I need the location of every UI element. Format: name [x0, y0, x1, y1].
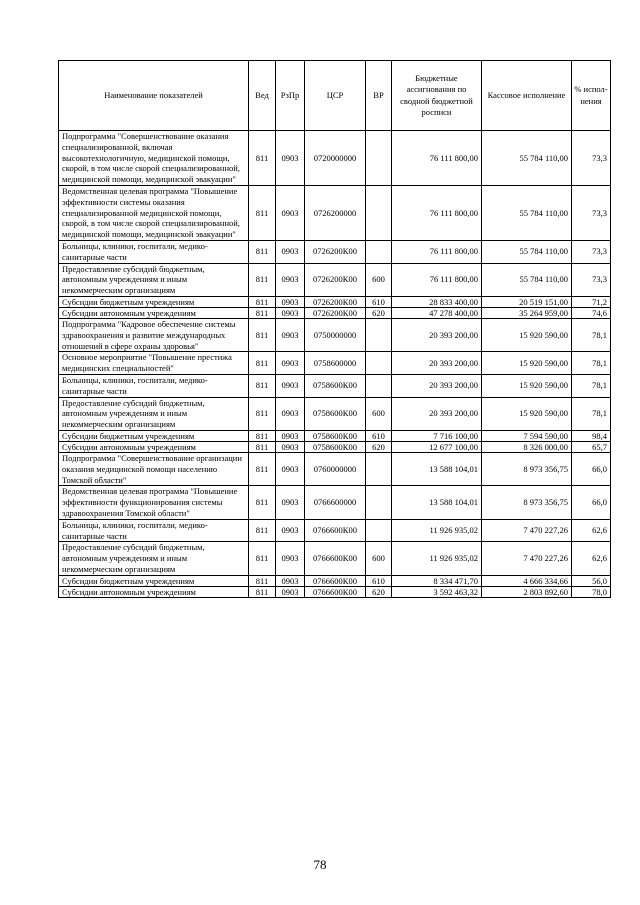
cell-csr: 0726200К00	[305, 263, 366, 296]
cell-csr: 0726200К00	[305, 296, 366, 307]
table-row	[59, 430, 611, 441]
cell-vr: 600	[366, 542, 392, 575]
cell-csr: 0766600К00	[305, 575, 366, 586]
cell-csr: 0758600000	[305, 352, 366, 375]
cell-ved: 811	[249, 263, 276, 296]
cell-vr: 610	[366, 296, 392, 307]
cell-rzpr: 0903	[276, 486, 305, 519]
cell-ved: 811	[249, 441, 276, 452]
cell-cash: 15 920 590,00	[482, 352, 572, 375]
header-ved: Вед	[249, 61, 276, 131]
cell-vr: 620	[366, 586, 392, 597]
cell-vr	[366, 519, 392, 542]
cell-rzpr: 0903	[276, 586, 305, 597]
cell-rzpr: 0903	[276, 352, 305, 375]
cell-ved: 811	[249, 374, 276, 397]
cell-budget: 20 393 200,00	[392, 374, 482, 397]
cell-budget: 20 393 200,00	[392, 397, 482, 430]
cell-vr	[366, 131, 392, 186]
cell-cash: 15 920 590,00	[482, 374, 572, 397]
cell-cash: 7 594 590,00	[482, 430, 572, 441]
cell-ved: 811	[249, 397, 276, 430]
cell-vr	[366, 185, 392, 240]
cell-csr: 0758600К00	[305, 397, 366, 430]
cell-pct: 78,1	[572, 397, 611, 430]
cell-ved: 811	[249, 296, 276, 307]
cell-vr	[366, 318, 392, 351]
cell-cash: 8 326 000,00	[482, 441, 572, 452]
cell-csr: 0726200К00	[305, 307, 366, 318]
cell-budget: 76 111 800,00	[392, 263, 482, 296]
cell-vr: 620	[366, 441, 392, 452]
table-row	[59, 374, 611, 397]
table-row	[59, 452, 611, 485]
cell-name: Больницы, клиники, госпитали, медико-санитарные части	[59, 240, 249, 263]
cell-vr: 600	[366, 397, 392, 430]
cell-budget: 8 334 471,70	[392, 575, 482, 586]
cell-vr	[366, 452, 392, 485]
cell-pct: 65,7	[572, 441, 611, 452]
cell-pct: 66,0	[572, 486, 611, 519]
cell-ved: 811	[249, 430, 276, 441]
cell-pct: 66,0	[572, 452, 611, 485]
cell-ved: 811	[249, 307, 276, 318]
budget-execution-table	[58, 60, 611, 598]
cell-pct: 78,1	[572, 352, 611, 375]
cell-ved: 811	[249, 131, 276, 186]
cell-name: Субсидии автономным учреждениям	[59, 441, 249, 452]
cell-name: Подпрограмма "Совершенствование оказания специализированной, включая высокотехнологичную, медицинской помощи, скорой, в том числе скорой специализированной, медицинской помощи, медицинской эвакуации"	[59, 131, 249, 186]
table-row	[59, 240, 611, 263]
cell-name: Субсидии бюджетным учреждениям	[59, 575, 249, 586]
cell-ved: 811	[249, 352, 276, 375]
cell-rzpr: 0903	[276, 430, 305, 441]
cell-ved: 811	[249, 185, 276, 240]
cell-pct: 98,4	[572, 430, 611, 441]
header-cash: Кассовое исполнение	[482, 61, 572, 131]
cell-name: Предоставление субсидий бюджетным, автономным учреждениям и иным некоммерческим организациям	[59, 542, 249, 575]
cell-budget: 11 926 935,02	[392, 542, 482, 575]
cell-name: Больницы, клиники, госпитали, медико-санитарные части	[59, 519, 249, 542]
cell-name: Субсидии бюджетным учреждениям	[59, 430, 249, 441]
cell-vr	[366, 352, 392, 375]
cell-rzpr: 0903	[276, 263, 305, 296]
cell-csr: 0758600К00	[305, 441, 366, 452]
cell-csr: 0720000000	[305, 131, 366, 186]
cell-budget: 20 393 200,00	[392, 352, 482, 375]
cell-ved: 811	[249, 519, 276, 542]
cell-pct: 73,3	[572, 240, 611, 263]
cell-pct: 62,6	[572, 519, 611, 542]
cell-rzpr: 0903	[276, 307, 305, 318]
cell-name: Субсидии автономным учреждениям	[59, 307, 249, 318]
cell-rzpr: 0903	[276, 318, 305, 351]
cell-cash: 20 519 151,00	[482, 296, 572, 307]
cell-rzpr: 0903	[276, 397, 305, 430]
table-row	[59, 542, 611, 575]
cell-name: Субсидии бюджетным учреждениям	[59, 296, 249, 307]
cell-csr: 0766600К00	[305, 542, 366, 575]
cell-ved: 811	[249, 452, 276, 485]
page-number: 78	[313, 857, 327, 872]
header-name: Наименование показателей	[59, 61, 249, 131]
cell-budget: 76 111 800,00	[392, 240, 482, 263]
table-body	[59, 131, 611, 598]
cell-ved: 811	[249, 240, 276, 263]
table-row	[59, 519, 611, 542]
cell-csr: 0726200000	[305, 185, 366, 240]
cell-ved: 811	[249, 575, 276, 586]
table-row	[59, 397, 611, 430]
cell-rzpr: 0903	[276, 519, 305, 542]
cell-cash: 55 784 110,00	[482, 185, 572, 240]
cell-ved: 811	[249, 542, 276, 575]
cell-cash: 15 920 590,00	[482, 397, 572, 430]
table-row	[59, 575, 611, 586]
cell-csr: 0750000000	[305, 318, 366, 351]
cell-pct: 78,1	[572, 374, 611, 397]
table-row	[59, 296, 611, 307]
cell-rzpr: 0903	[276, 374, 305, 397]
cell-budget: 47 278 400,00	[392, 307, 482, 318]
header-budget: Бюджетные ассигнования по сводной бюджетной росписи	[392, 61, 482, 131]
cell-ved: 811	[249, 318, 276, 351]
cell-rzpr: 0903	[276, 185, 305, 240]
table-header-row	[59, 61, 611, 131]
header-vr: ВР	[366, 61, 392, 131]
cell-csr: 0766600000	[305, 486, 366, 519]
table-row	[59, 131, 611, 186]
cell-csr: 0758600К00	[305, 430, 366, 441]
cell-cash: 55 784 110,00	[482, 131, 572, 186]
cell-rzpr: 0903	[276, 452, 305, 485]
cell-vr: 610	[366, 575, 392, 586]
table-row	[59, 307, 611, 318]
cell-pct: 73,3	[572, 185, 611, 240]
cell-cash: 7 470 227,26	[482, 519, 572, 542]
cell-budget: 28 833 400,00	[392, 296, 482, 307]
cell-pct: 56,0	[572, 575, 611, 586]
cell-budget: 76 111 800,00	[392, 185, 482, 240]
cell-budget: 3 592 463,32	[392, 586, 482, 597]
cell-name: Основное мероприятие "Повышение престижа медицинских специальностей"	[59, 352, 249, 375]
cell-rzpr: 0903	[276, 131, 305, 186]
cell-csr: 0758600К00	[305, 374, 366, 397]
cell-budget: 13 588 104,01	[392, 486, 482, 519]
cell-name: Предоставление субсидий бюджетным, автономным учреждениям и иным некоммерческим организациям	[59, 397, 249, 430]
cell-cash: 7 470 227,26	[482, 542, 572, 575]
cell-pct: 71,2	[572, 296, 611, 307]
cell-pct: 74,6	[572, 307, 611, 318]
cell-name: Подпрограмма "Кадровое обеспечение системы здравоохранения и развитие международных отношений в сфере охраны здоровья"	[59, 318, 249, 351]
cell-name: Предоставление субсидий бюджетным, автономным учреждениям и иным некоммерческим организациям	[59, 263, 249, 296]
cell-pct: 73,3	[572, 131, 611, 186]
cell-csr: 0766600К00	[305, 519, 366, 542]
cell-name: Больницы, клиники, госпитали, медико-санитарные части	[59, 374, 249, 397]
table-row	[59, 352, 611, 375]
cell-csr: 0760000000	[305, 452, 366, 485]
cell-pct: 62,6	[572, 542, 611, 575]
cell-budget: 12 677 100,00	[392, 441, 482, 452]
cell-csr: 0726200К00	[305, 240, 366, 263]
table-row	[59, 263, 611, 296]
cell-cash: 8 973 356,75	[482, 452, 572, 485]
cell-rzpr: 0903	[276, 575, 305, 586]
cell-cash: 35 264 959,00	[482, 307, 572, 318]
cell-name: Субсидии автономным учреждениям	[59, 586, 249, 597]
cell-cash: 4 666 334,66	[482, 575, 572, 586]
cell-vr: 610	[366, 430, 392, 441]
header-csr: ЦСР	[305, 61, 366, 131]
cell-pct: 78,0	[572, 586, 611, 597]
cell-budget: 20 393 200,00	[392, 318, 482, 351]
cell-vr: 620	[366, 307, 392, 318]
cell-cash: 2 803 892,60	[482, 586, 572, 597]
cell-cash: 55 784 110,00	[482, 240, 572, 263]
cell-ved: 811	[249, 586, 276, 597]
cell-cash: 15 920 590,00	[482, 318, 572, 351]
cell-name: Ведомственная целевая программа "Повышение эффективности функционирования системы здравоохранения Томской области"	[59, 486, 249, 519]
cell-name: Подпрограмма "Совершенствование организации оказания медицинской помощи населению Томской области"	[59, 452, 249, 485]
table-row	[59, 441, 611, 452]
cell-cash: 8 973 356,75	[482, 486, 572, 519]
table-row	[59, 318, 611, 351]
header-pct: % испол-нения	[572, 61, 611, 131]
table-row	[59, 586, 611, 597]
cell-cash: 55 784 110,00	[482, 263, 572, 296]
cell-vr: 600	[366, 263, 392, 296]
table-row	[59, 486, 611, 519]
cell-rzpr: 0903	[276, 296, 305, 307]
cell-pct: 73,3	[572, 263, 611, 296]
cell-pct: 78,1	[572, 318, 611, 351]
cell-budget: 13 588 104,01	[392, 452, 482, 485]
cell-rzpr: 0903	[276, 441, 305, 452]
cell-budget: 11 926 935,02	[392, 519, 482, 542]
cell-budget: 76 111 800,00	[392, 131, 482, 186]
cell-budget: 7 716 100,00	[392, 430, 482, 441]
cell-csr: 0766600К00	[305, 586, 366, 597]
header-rzpr: РзПр	[276, 61, 305, 131]
cell-ved: 811	[249, 486, 276, 519]
table-row	[59, 185, 611, 240]
cell-vr	[366, 240, 392, 263]
cell-rzpr: 0903	[276, 542, 305, 575]
cell-vr	[366, 374, 392, 397]
cell-name: Ведомственная целевая программа "Повышение эффективности системы оказания специализированной медицинской помощи, скорой, в том числе скорой специализированной, медицинской помощи, медицинской эвакуации"	[59, 185, 249, 240]
cell-rzpr: 0903	[276, 240, 305, 263]
cell-vr	[366, 486, 392, 519]
